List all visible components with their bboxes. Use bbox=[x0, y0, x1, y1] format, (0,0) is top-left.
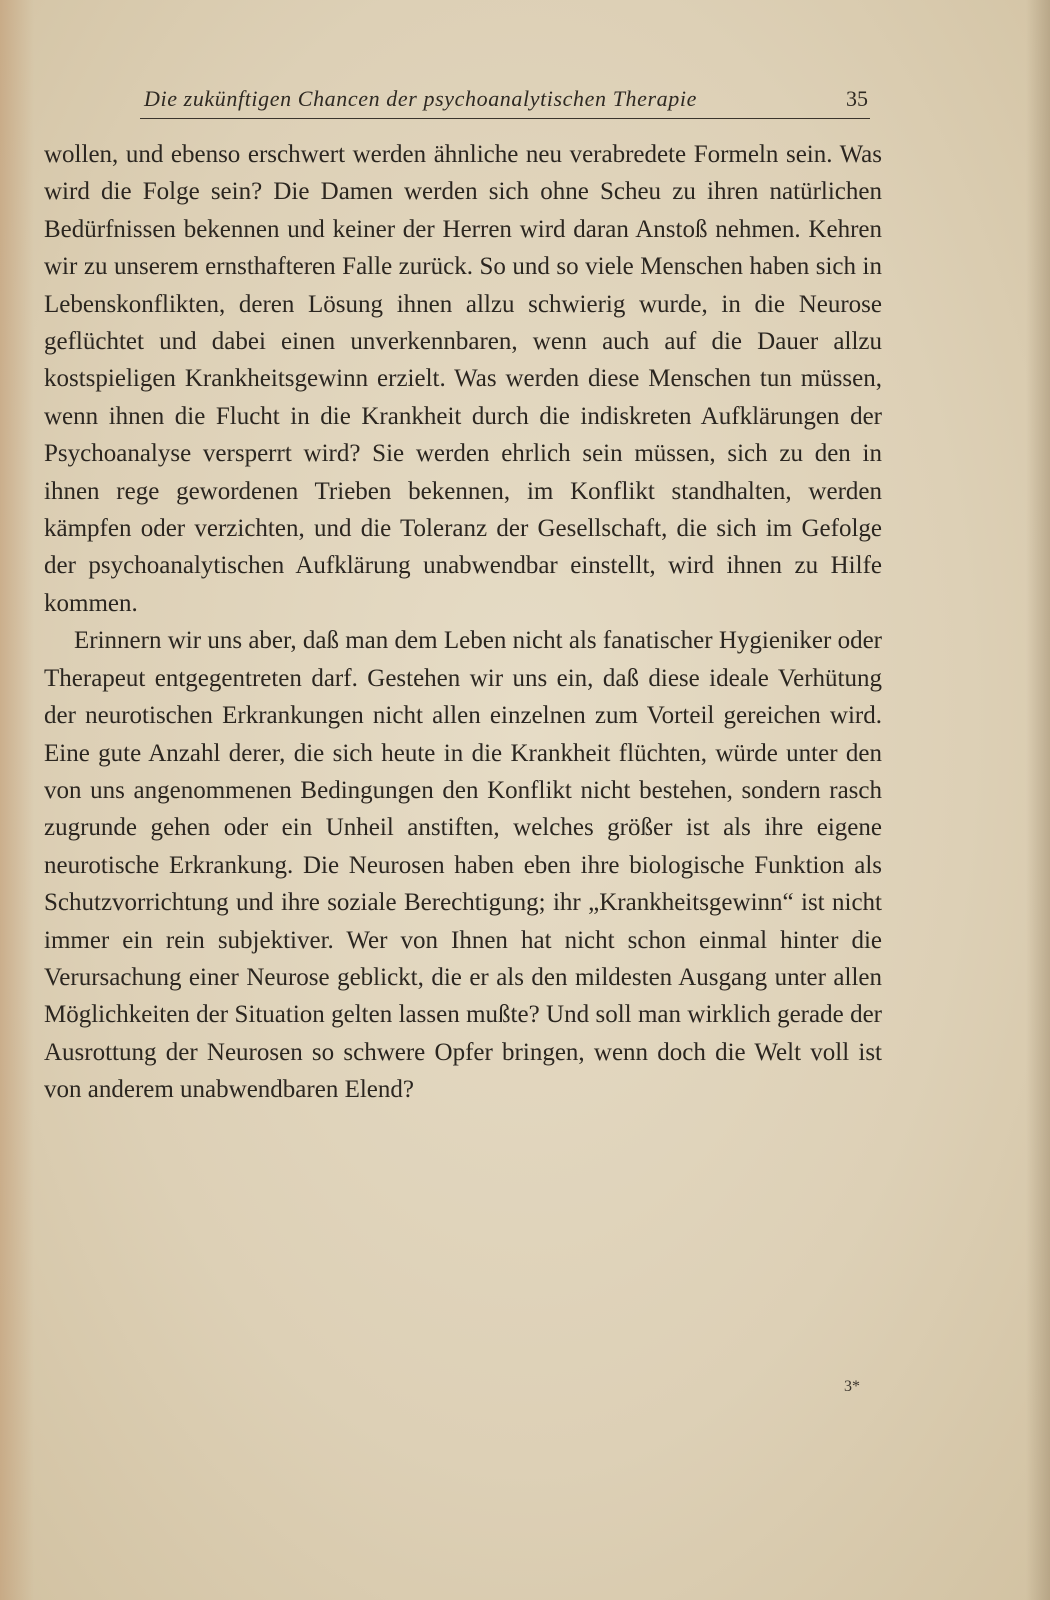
page-number: 35 bbox=[846, 86, 868, 111]
body-text bbox=[44, 136, 882, 1109]
page-edge-shadow-left bbox=[0, 0, 34, 1600]
running-head bbox=[140, 84, 870, 119]
paragraph-1: wollen, und ebenso erschwert werden ähnliche neu verabredete Formeln sein. Was wird die Folge sein? Die Damen werden sich ohne Scheu zu ihren natürlichen Bedürfnissen bekennen und keiner der Herren wird daran Anstoß nehmen. Kehren wir zu unserem ernsthafteren Falle zurück. So und so viele Menschen haben sich in Lebenskonflikten, deren Lösung ihnen allzu schwierig wurde, in die Neurose geflüchtet und dabei einen unverkennbaren, wenn auch auf die Dauer allzu kostspieligen Krankheitsgewinn erzielt. Was werden diese Menschen tun müssen, wenn ihnen die Flucht in die Krankheit durch die indiskreten Aufklärungen der Psychoanalyse versperrt wird? Sie werden ehrlich sein müssen, sich zu den in ihnen rege gewordenen Trieben bekennen, im Konflikt standhalten, werden kämpfen oder verzichten, und die Toleranz der Gesellschaft, die sich im Gefolge der psychoanalytischen Aufklärung unabwendbar einstellt, wird ihnen zu Hilfe kommen. bbox=[44, 141, 882, 617]
printer-signature-mark: 3* bbox=[844, 1378, 860, 1395]
page-edge-shadow-right bbox=[1026, 0, 1050, 1600]
paragraph-2: Erinnern wir uns aber, daß man dem Leben nicht als fanatischer Hygieniker oder Therapeut entgegentreten darf. Gestehen wir uns ein, daß diese ideale Verhütung der neurotischen Erkrankungen nicht allen einzelnen zum Vorteil gereichen wird. Eine gute Anzahl derer, die sich heute in die Krankheit flüchten, würde unter den von uns angenommenen Bedingungen den Konflikt nicht bestehen, sondern rasch zugrunde gehen oder ein Unheil anstiften, welches größer ist als ihre eigene neurotische Erkrankung. Die Neurosen haben eben ihre biologische Funktion als Schutzvorrichtung und ihre soziale Berechtigung; ihr „Krankheitsgewinn“ ist nicht immer ein rein subjektiver. Wer von Ihnen hat nicht schon einmal hinter die Verursachung einer Neurose geblickt, die er als den mildesten Ausgang unter allen Möglichkeiten der Situation gelten lassen mußte? Und soll man wirklich gerade der Ausrottung der Neurosen so schwere Opfer bringen, wenn doch die Welt voll ist von anderem unabwendbaren Elend? bbox=[44, 627, 882, 1104]
running-title: Die zukünftigen Chancen der psychoanalytischen Therapie bbox=[144, 86, 697, 111]
